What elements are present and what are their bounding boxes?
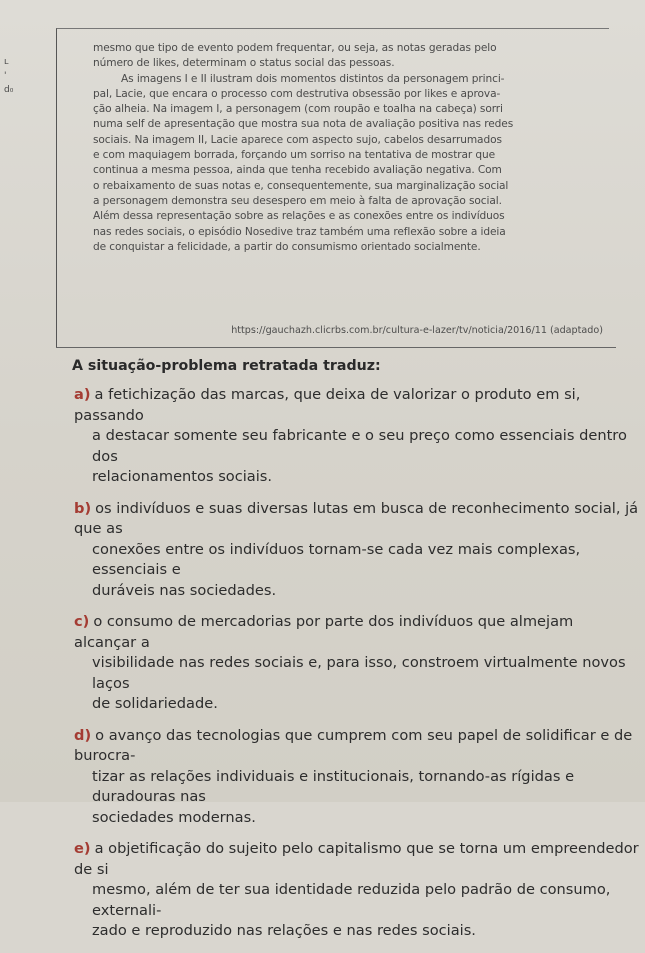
option-e[interactable] [74, 839, 639, 942]
option-text: de solidariedade. [92, 695, 218, 712]
option-letter: a) [74, 386, 91, 403]
excerpt-line: pal, Lacie, que encara o processo com destrutiva obsessão por likes e aprova- [93, 87, 501, 100]
option-text: sociedades modernas. [92, 808, 256, 826]
excerpt-line: e com maquiagem borrada, forçando um sorriso na tentativa de mostrar que [93, 149, 496, 162]
margin-marks [4, 55, 26, 97]
excerpt-line: número de likes, determinam o status social das pessoas. [93, 57, 395, 70]
option-text: o consumo de mercadorias por parte dos indivíduos que almejam alcançar a [74, 613, 574, 651]
answer-options [74, 385, 639, 953]
option-letter: c) [74, 613, 90, 630]
excerpt-line: continua a mesma pessoa, ainda que tenha recebido avaliação negativa. Com [93, 164, 502, 177]
option-letter: e) [74, 840, 91, 857]
option-text: conexões entre os indivíduos tornam-se cada vez mais complexas, essenciais e [92, 540, 581, 578]
excerpt-line: Além dessa representação sobre as relações e as conexões entre os indivíduos [93, 210, 505, 223]
excerpt-box [56, 28, 609, 347]
excerpt-line: o rebaixamento de suas notas e, consequentemente, sua marginalização social [93, 179, 509, 192]
margin-mark: d₀ [4, 85, 14, 95]
option-text: visibilidade nas redes sociais e, para isso, constroem virtualmente novos laços [92, 654, 626, 692]
option-text: a objetificação do sujeito pelo capitalismo que se torna um empreendedor de si [74, 840, 639, 878]
option-text: relacionamentos sociais. [92, 468, 273, 485]
option-b[interactable] [74, 499, 639, 602]
option-letter: b) [74, 499, 92, 517]
question-prompt: A situação-problema retratada traduz: [72, 358, 381, 374]
option-text: tizar as relações individuais e institucionais, tornando-as rígidas e duradouras nas [92, 767, 575, 805]
option-text: zado e reproduzido nas relações e nas redes sociais. [92, 922, 476, 939]
divider [56, 347, 616, 348]
excerpt-line: de conquistar a felicidade, a partir do consumismo orientado socialmente. [93, 240, 481, 253]
excerpt-line: numa self de apresentação que mostra sua nota de avaliação positiva nas redes [93, 118, 514, 131]
excerpt-line: sociais. Na imagem II, Lacie aparece com aspecto sujo, cabelos desarrumados [93, 133, 502, 146]
option-text: os indivíduos e suas diversas lutas em busca de reconhecimento social, já que as [74, 499, 639, 537]
option-letter: d) [74, 726, 92, 744]
option-c[interactable] [74, 612, 639, 715]
excerpt-line: nas redes sociais, o episódio Nosedive traz também uma reflexão sobre a ideia [93, 225, 506, 238]
margin-mark: ' [4, 71, 7, 81]
source-citation: https://gauchazh.clicrbs.com.br/cultura-e-lazer/tv/noticia/2016/11 (adaptado) [231, 325, 603, 336]
margin-mark: ʟ [4, 57, 9, 67]
option-text: a destacar somente seu fabricante e o seu preço como essenciais dentro dos [92, 427, 627, 465]
option-text: o avanço das tecnologias que cumprem com seu papel de solidificar e de burocra- [74, 726, 633, 764]
excerpt-line: ção alheia. Na imagem I, a personagem (com roupão e toalha na cabeça) sorri [93, 103, 503, 116]
option-text: mesmo, além de ter sua identidade reduzida pelo padrão de consumo, externali- [92, 881, 611, 919]
excerpt-line: As imagens I e II ilustram dois momentos distintos da personagem princi- [121, 72, 505, 85]
excerpt-body [93, 41, 605, 255]
excerpt-line: mesmo que tipo de evento podem frequentar, ou seja, as notas geradas pelo [93, 42, 497, 54]
option-d[interactable] [74, 726, 639, 829]
option-a[interactable] [74, 385, 639, 488]
excerpt-line: a personagem demonstra seu desespero em meio à falta de aprovação social. [93, 194, 502, 207]
option-text: duráveis nas sociedades. [92, 581, 277, 599]
option-text: a fetichização das marcas, que deixa de valorizar o produto em si, passando [74, 386, 581, 424]
